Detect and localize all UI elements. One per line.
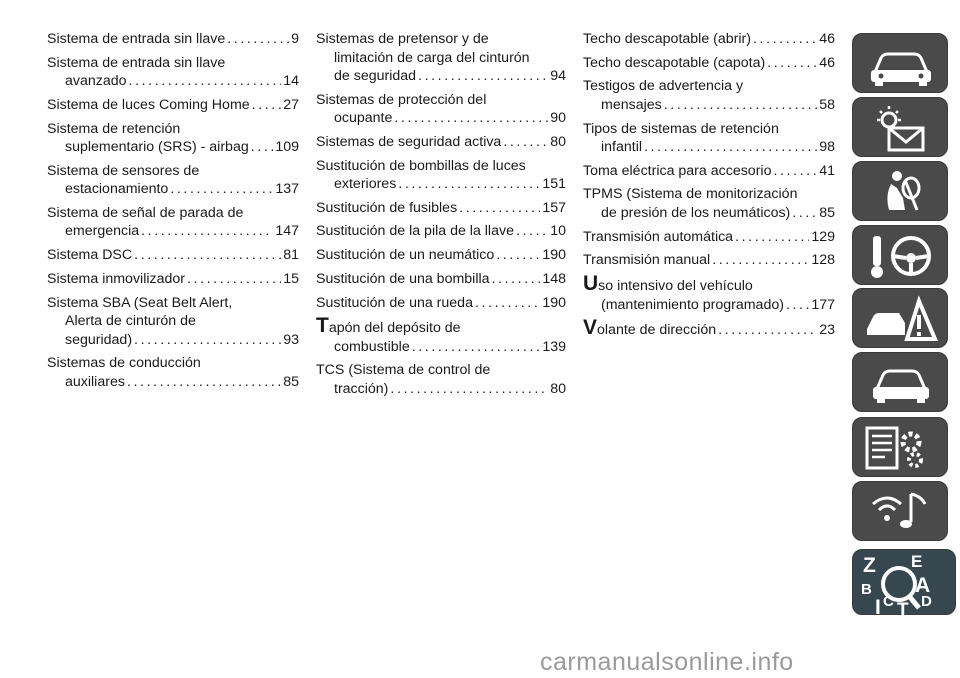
chapter-tab-1[interactable] xyxy=(852,33,948,93)
index-entry-text: emergencia xyxy=(65,223,140,240)
index-entry-text: Sistema DSC xyxy=(47,247,133,264)
index-entry[interactable] xyxy=(316,157,566,194)
page-number: 58 xyxy=(819,96,835,113)
index-entry[interactable] xyxy=(316,246,566,265)
index-entry[interactable] xyxy=(47,294,299,350)
index-entry[interactable] xyxy=(583,162,835,181)
index-letter: T xyxy=(897,600,909,616)
index-entry[interactable] xyxy=(583,185,835,222)
index-entry-text: (mantenimiento programado) xyxy=(601,296,784,313)
index-entry-text: suplementario (SRS) - airbag xyxy=(65,139,249,156)
index-entry[interactable] xyxy=(47,246,299,265)
index-entry[interactable] xyxy=(316,133,566,152)
index-entry-text: Sistemas de seguridad activa xyxy=(316,133,502,150)
index-entry-text: olante de dirección xyxy=(597,322,717,339)
index-entry-text: Sustitución de la pila de la llave xyxy=(316,223,514,240)
chapter-tab-5[interactable] xyxy=(852,288,948,348)
index-entry-text: Sistema de entrada sin llave xyxy=(47,31,226,47)
index-entry-text: Sistemas de pretensor y de xyxy=(316,31,489,47)
index-letter: Z xyxy=(863,554,876,577)
index-entry-text: Sustitución de bombillas de luces xyxy=(316,157,526,174)
leader-dots xyxy=(459,199,540,218)
index-entry[interactable] xyxy=(47,120,299,157)
index-entry-text: Sustitución de una rueda xyxy=(316,294,473,311)
index-entry-text: Alerta de cinturón de xyxy=(65,313,196,329)
index-entry-text: Transmisión manual xyxy=(583,252,711,269)
leader-dots xyxy=(496,246,540,265)
page-number: 46 xyxy=(819,31,835,47)
index-entry-text: Sistema SBA (Seat Belt Alert, xyxy=(47,294,233,311)
leader-dots xyxy=(134,246,281,265)
index-entry[interactable] xyxy=(47,204,299,241)
page-number: 41 xyxy=(819,162,835,179)
index-entry[interactable] xyxy=(316,30,566,86)
page-number: 14 xyxy=(283,73,299,90)
leader-dots xyxy=(786,296,809,315)
leader-dots xyxy=(390,380,548,399)
leader-dots xyxy=(170,180,273,199)
index-entry-text: Sistema de entrada sin llave xyxy=(47,54,226,71)
leader-dots xyxy=(712,251,809,270)
index-entry-text: TPMS (Sistema de monitorización xyxy=(583,186,798,203)
leader-dots xyxy=(141,222,273,241)
chapter-tab-6[interactable] xyxy=(852,352,948,412)
leader-dots xyxy=(187,270,281,289)
page-number: 9 xyxy=(291,31,299,47)
index-entry[interactable] xyxy=(47,354,299,391)
index-entry-text: Sistema de luces Coming Home xyxy=(47,96,250,113)
index-entry[interactable] xyxy=(316,199,566,218)
page-number: 27 xyxy=(283,96,299,113)
page-number: 157 xyxy=(542,199,566,216)
index-entry-text: Sustitución de un neumático xyxy=(316,247,495,264)
page-number: 109 xyxy=(275,139,299,156)
index-entry-text: exteriores xyxy=(334,176,397,193)
index-entry-text: so intensivo del vehículo xyxy=(598,278,753,294)
page-number: 10 xyxy=(550,223,566,240)
chapter-tab-9[interactable] xyxy=(852,549,956,615)
index-entry-text: apón del depósito de xyxy=(328,320,461,337)
leader-dots xyxy=(412,338,541,357)
index-entry-text: Techo descapotable (capota) xyxy=(583,54,766,71)
index-letter: I xyxy=(875,596,881,616)
index-entry-text: Sistema de señal de parada de xyxy=(47,204,244,221)
index-entry-text: Tipos de sistemas de retención xyxy=(583,120,779,137)
page-number: 98 xyxy=(819,139,835,156)
leader-dots xyxy=(418,67,548,86)
index-entry-text: auxiliares xyxy=(65,373,125,390)
index-entry-text: Sistema inmovilizador xyxy=(47,270,185,287)
page-number: 93 xyxy=(283,331,299,348)
index-entry[interactable] xyxy=(583,251,835,270)
page-number: 15 xyxy=(283,270,299,287)
page-number: 190 xyxy=(542,247,566,264)
page-number: 147 xyxy=(275,223,299,240)
index-entry-text: Sistemas de conducción xyxy=(47,355,201,372)
index-entry[interactable] xyxy=(316,222,566,241)
leader-dots xyxy=(735,228,809,247)
index-entry[interactable] xyxy=(583,120,835,157)
page-number: 148 xyxy=(542,270,566,287)
index-letter-heading: V xyxy=(583,316,598,340)
index-entry-text: de seguridad xyxy=(334,68,417,84)
chapter-tab-7[interactable] xyxy=(852,417,948,477)
index-letter: C xyxy=(883,593,894,610)
page-number: 85 xyxy=(819,204,835,221)
page-number: 94 xyxy=(550,68,566,84)
index-letter-heading: U xyxy=(583,272,599,295)
page-number: 137 xyxy=(275,181,299,198)
index-entry[interactable] xyxy=(47,30,299,49)
index-entry-text: Transmisión automática xyxy=(583,228,734,245)
leader-dots xyxy=(475,294,540,313)
index-entry-text: Sistema de retención xyxy=(47,120,181,137)
page-number: 177 xyxy=(811,296,835,313)
index-entry[interactable] xyxy=(583,54,835,73)
index-entry-text: Techo descapotable (abrir) xyxy=(583,31,751,47)
leader-dots xyxy=(767,54,817,73)
page-number: 46 xyxy=(819,54,835,71)
index-column-1 xyxy=(47,30,299,396)
index-entry[interactable] xyxy=(47,54,299,91)
index-entry[interactable] xyxy=(47,96,299,115)
index-column-3 xyxy=(583,30,835,345)
leader-dots xyxy=(773,162,817,181)
leader-dots xyxy=(516,222,548,241)
index-letter: D xyxy=(921,593,932,610)
index-column-2 xyxy=(316,30,566,404)
leader-dots xyxy=(252,96,282,115)
index-entry-text: Sustitución de una bombilla xyxy=(316,270,490,287)
page-number: 190 xyxy=(542,294,566,311)
leader-dots xyxy=(492,270,541,289)
index-entry-text: avanzado xyxy=(65,73,127,90)
page-number: 128 xyxy=(811,252,835,269)
chapter-tab-4[interactable] xyxy=(852,225,948,285)
leader-dots xyxy=(394,109,548,128)
chapter-tab-3[interactable] xyxy=(852,161,948,221)
page-number: 139 xyxy=(542,338,566,355)
index-entry[interactable] xyxy=(47,162,299,199)
leader-dots xyxy=(251,138,274,157)
leader-dots xyxy=(792,204,817,223)
chapter-tab-2[interactable] xyxy=(852,97,948,157)
watermark: carmanualsonline.info xyxy=(540,648,794,676)
leader-dots xyxy=(127,373,281,392)
page-number: 151 xyxy=(542,176,566,193)
chapter-tab-8[interactable] xyxy=(852,481,948,541)
index-entry[interactable] xyxy=(316,294,566,313)
leader-dots xyxy=(718,321,817,340)
leader-dots xyxy=(644,138,817,157)
leader-dots xyxy=(503,133,548,152)
index-entry[interactable] xyxy=(316,91,566,128)
index-entry-text: ocupante xyxy=(334,110,393,127)
index-entry[interactable] xyxy=(47,270,299,289)
leader-dots xyxy=(134,331,281,350)
index-entry-text: de presión de los neumáticos) xyxy=(601,204,791,221)
index-entry-text: Sistema de sensores de xyxy=(47,162,200,179)
index-entry-text: limitación de carga del cinturón xyxy=(334,49,530,66)
index-entry[interactable] xyxy=(583,228,835,247)
page-number: 81 xyxy=(283,247,299,264)
leader-dots xyxy=(129,72,282,91)
leader-dots xyxy=(664,96,817,115)
page-number: 129 xyxy=(811,228,835,245)
index-entry-text: Sustitución de fusibles xyxy=(316,199,458,216)
index-entry-text: mensajes xyxy=(601,96,662,113)
index-entry[interactable] xyxy=(316,314,566,356)
index-entry[interactable] xyxy=(583,316,835,340)
index-entry[interactable] xyxy=(583,77,835,114)
index-entry-text: seguridad) xyxy=(65,331,133,348)
index-letter: E xyxy=(911,552,923,571)
index-entry-text: estacionamiento xyxy=(65,181,169,198)
index-entry[interactable] xyxy=(583,30,835,49)
page-number: 23 xyxy=(819,322,835,339)
page-number: 80 xyxy=(550,133,566,150)
page-number: 90 xyxy=(550,110,566,127)
index-entry-text: TCS (Sistema de control de xyxy=(316,362,491,379)
page-number: 85 xyxy=(283,373,299,390)
index-entry[interactable] xyxy=(583,272,835,314)
index-entry-text: combustible xyxy=(334,338,410,355)
index-entry-text: Toma eléctrica para accesorio xyxy=(583,162,772,179)
index-entry-text: Testigos de advertencia y xyxy=(583,78,744,95)
leader-dots xyxy=(398,175,540,194)
index-letter: B xyxy=(861,581,872,598)
leader-dots xyxy=(227,30,289,49)
index-entry-text: Sistemas de protección del xyxy=(316,91,487,108)
page-number: 80 xyxy=(550,380,566,397)
index-entry[interactable] xyxy=(316,361,566,398)
leader-dots xyxy=(753,30,817,49)
index-letter-heading: T xyxy=(316,314,329,338)
index-entry-text: tracción) xyxy=(334,380,389,397)
index-entry-text: infantil xyxy=(601,139,643,156)
index-letter: A xyxy=(915,574,931,597)
index-entry[interactable] xyxy=(316,270,566,289)
